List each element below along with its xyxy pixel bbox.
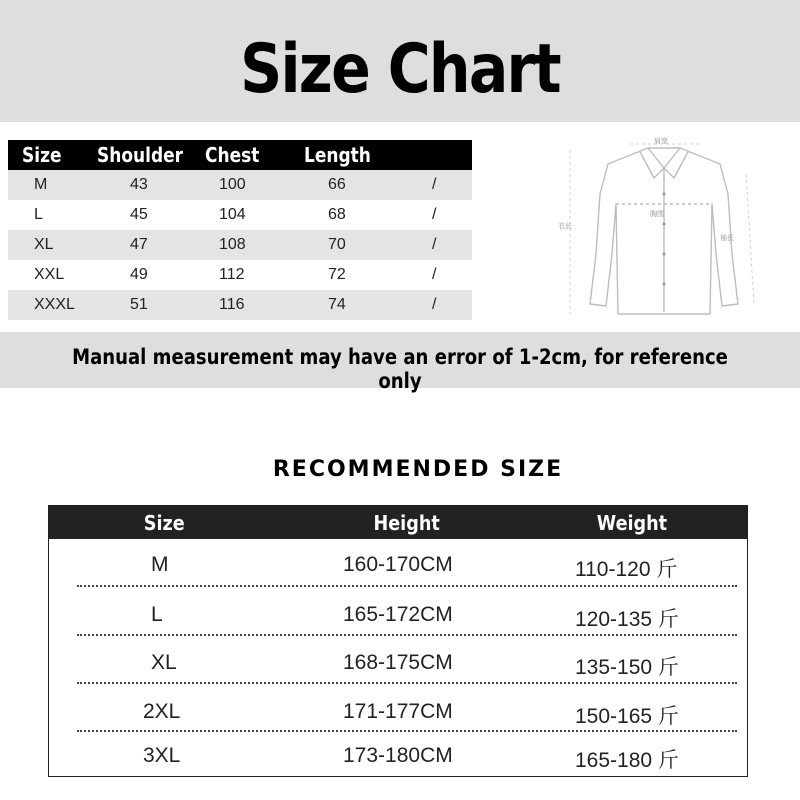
header-height: Height	[373, 511, 440, 535]
row-divider	[77, 682, 737, 684]
label-shoulder: 肩宽	[654, 137, 668, 145]
cell-height: 168-175CM	[343, 651, 453, 674]
row-divider	[77, 634, 737, 636]
cell-length: 70	[328, 236, 346, 253]
cell-size: XL	[151, 651, 177, 674]
cell-height: 165-172CM	[343, 603, 453, 626]
cell-size: 2XL	[143, 700, 181, 723]
header-weight: Weight	[596, 511, 668, 535]
table-row	[8, 260, 472, 290]
cell-length: 72	[328, 266, 346, 283]
cell-shoulder: 51	[130, 296, 148, 313]
cell-extra: /	[432, 206, 437, 223]
cell-shoulder: 45	[130, 206, 148, 223]
table-row	[77, 688, 737, 736]
label-length: 衣长	[558, 222, 572, 230]
header-length: Length	[304, 143, 371, 167]
table-row	[8, 290, 472, 320]
cell-size: XXL	[34, 266, 65, 283]
cell-chest: 112	[219, 266, 245, 283]
cell-extra: /	[432, 176, 437, 193]
table-row	[77, 541, 737, 589]
cell-chest: 116	[219, 296, 245, 313]
cell-weight: 110-120 斤	[575, 558, 678, 581]
cell-extra: /	[432, 236, 437, 253]
row-divider	[77, 585, 737, 587]
cell-size: 3XL	[143, 744, 181, 767]
cell-extra: /	[432, 266, 437, 283]
size-table-header	[8, 140, 472, 170]
cell-size: XL	[34, 236, 54, 253]
header-size: Size	[143, 511, 185, 535]
cell-size: L	[34, 206, 43, 223]
cell-length: 68	[328, 206, 346, 223]
cell-weight: 150-165 斤	[575, 705, 679, 728]
cell-size: M	[34, 176, 48, 193]
cell-weight: 165-180 斤	[575, 749, 679, 772]
recommended-title: RECOMMENDED SIZE	[272, 457, 564, 482]
cell-size: L	[151, 603, 163, 626]
cell-chest: 108	[219, 236, 246, 253]
cell-shoulder: 43	[130, 176, 148, 193]
recommended-table	[48, 505, 748, 777]
cell-height: 160-170CM	[343, 553, 453, 576]
header-shoulder: Shoulder	[97, 143, 184, 167]
page-title: Size Chart	[240, 30, 560, 109]
cell-chest: 100	[219, 176, 246, 193]
table-row	[77, 591, 737, 639]
cell-length: 66	[328, 176, 346, 193]
table-row	[8, 200, 472, 230]
cell-weight: 135-150 斤	[575, 656, 679, 679]
table-row	[8, 230, 472, 260]
header-chest: Chest	[205, 143, 260, 167]
measurement-note: Manual measurement may have an error of 1-2cm, for reference only	[72, 345, 728, 393]
cell-height: 171-177CM	[343, 700, 453, 723]
size-table	[8, 140, 472, 320]
label-chest: 胸围	[650, 210, 664, 218]
table-row	[8, 170, 472, 200]
cell-weight: 120-135 斤	[575, 608, 679, 631]
cell-length: 74	[328, 296, 346, 313]
cell-shoulder: 49	[130, 266, 148, 283]
cell-size: M	[151, 553, 169, 576]
cell-height: 173-180CM	[343, 744, 453, 767]
header-size: Size	[22, 143, 62, 167]
cell-size: XXXL	[34, 296, 75, 313]
cell-extra: /	[432, 296, 437, 313]
shirt-diagram	[550, 134, 780, 324]
table-row	[77, 639, 737, 687]
recommended-header	[49, 506, 747, 539]
cell-chest: 104	[219, 206, 246, 223]
cell-shoulder: 47	[130, 236, 148, 253]
table-row	[77, 732, 737, 780]
shirt-icon	[550, 134, 780, 324]
label-sleeve: 袖长	[720, 234, 734, 242]
